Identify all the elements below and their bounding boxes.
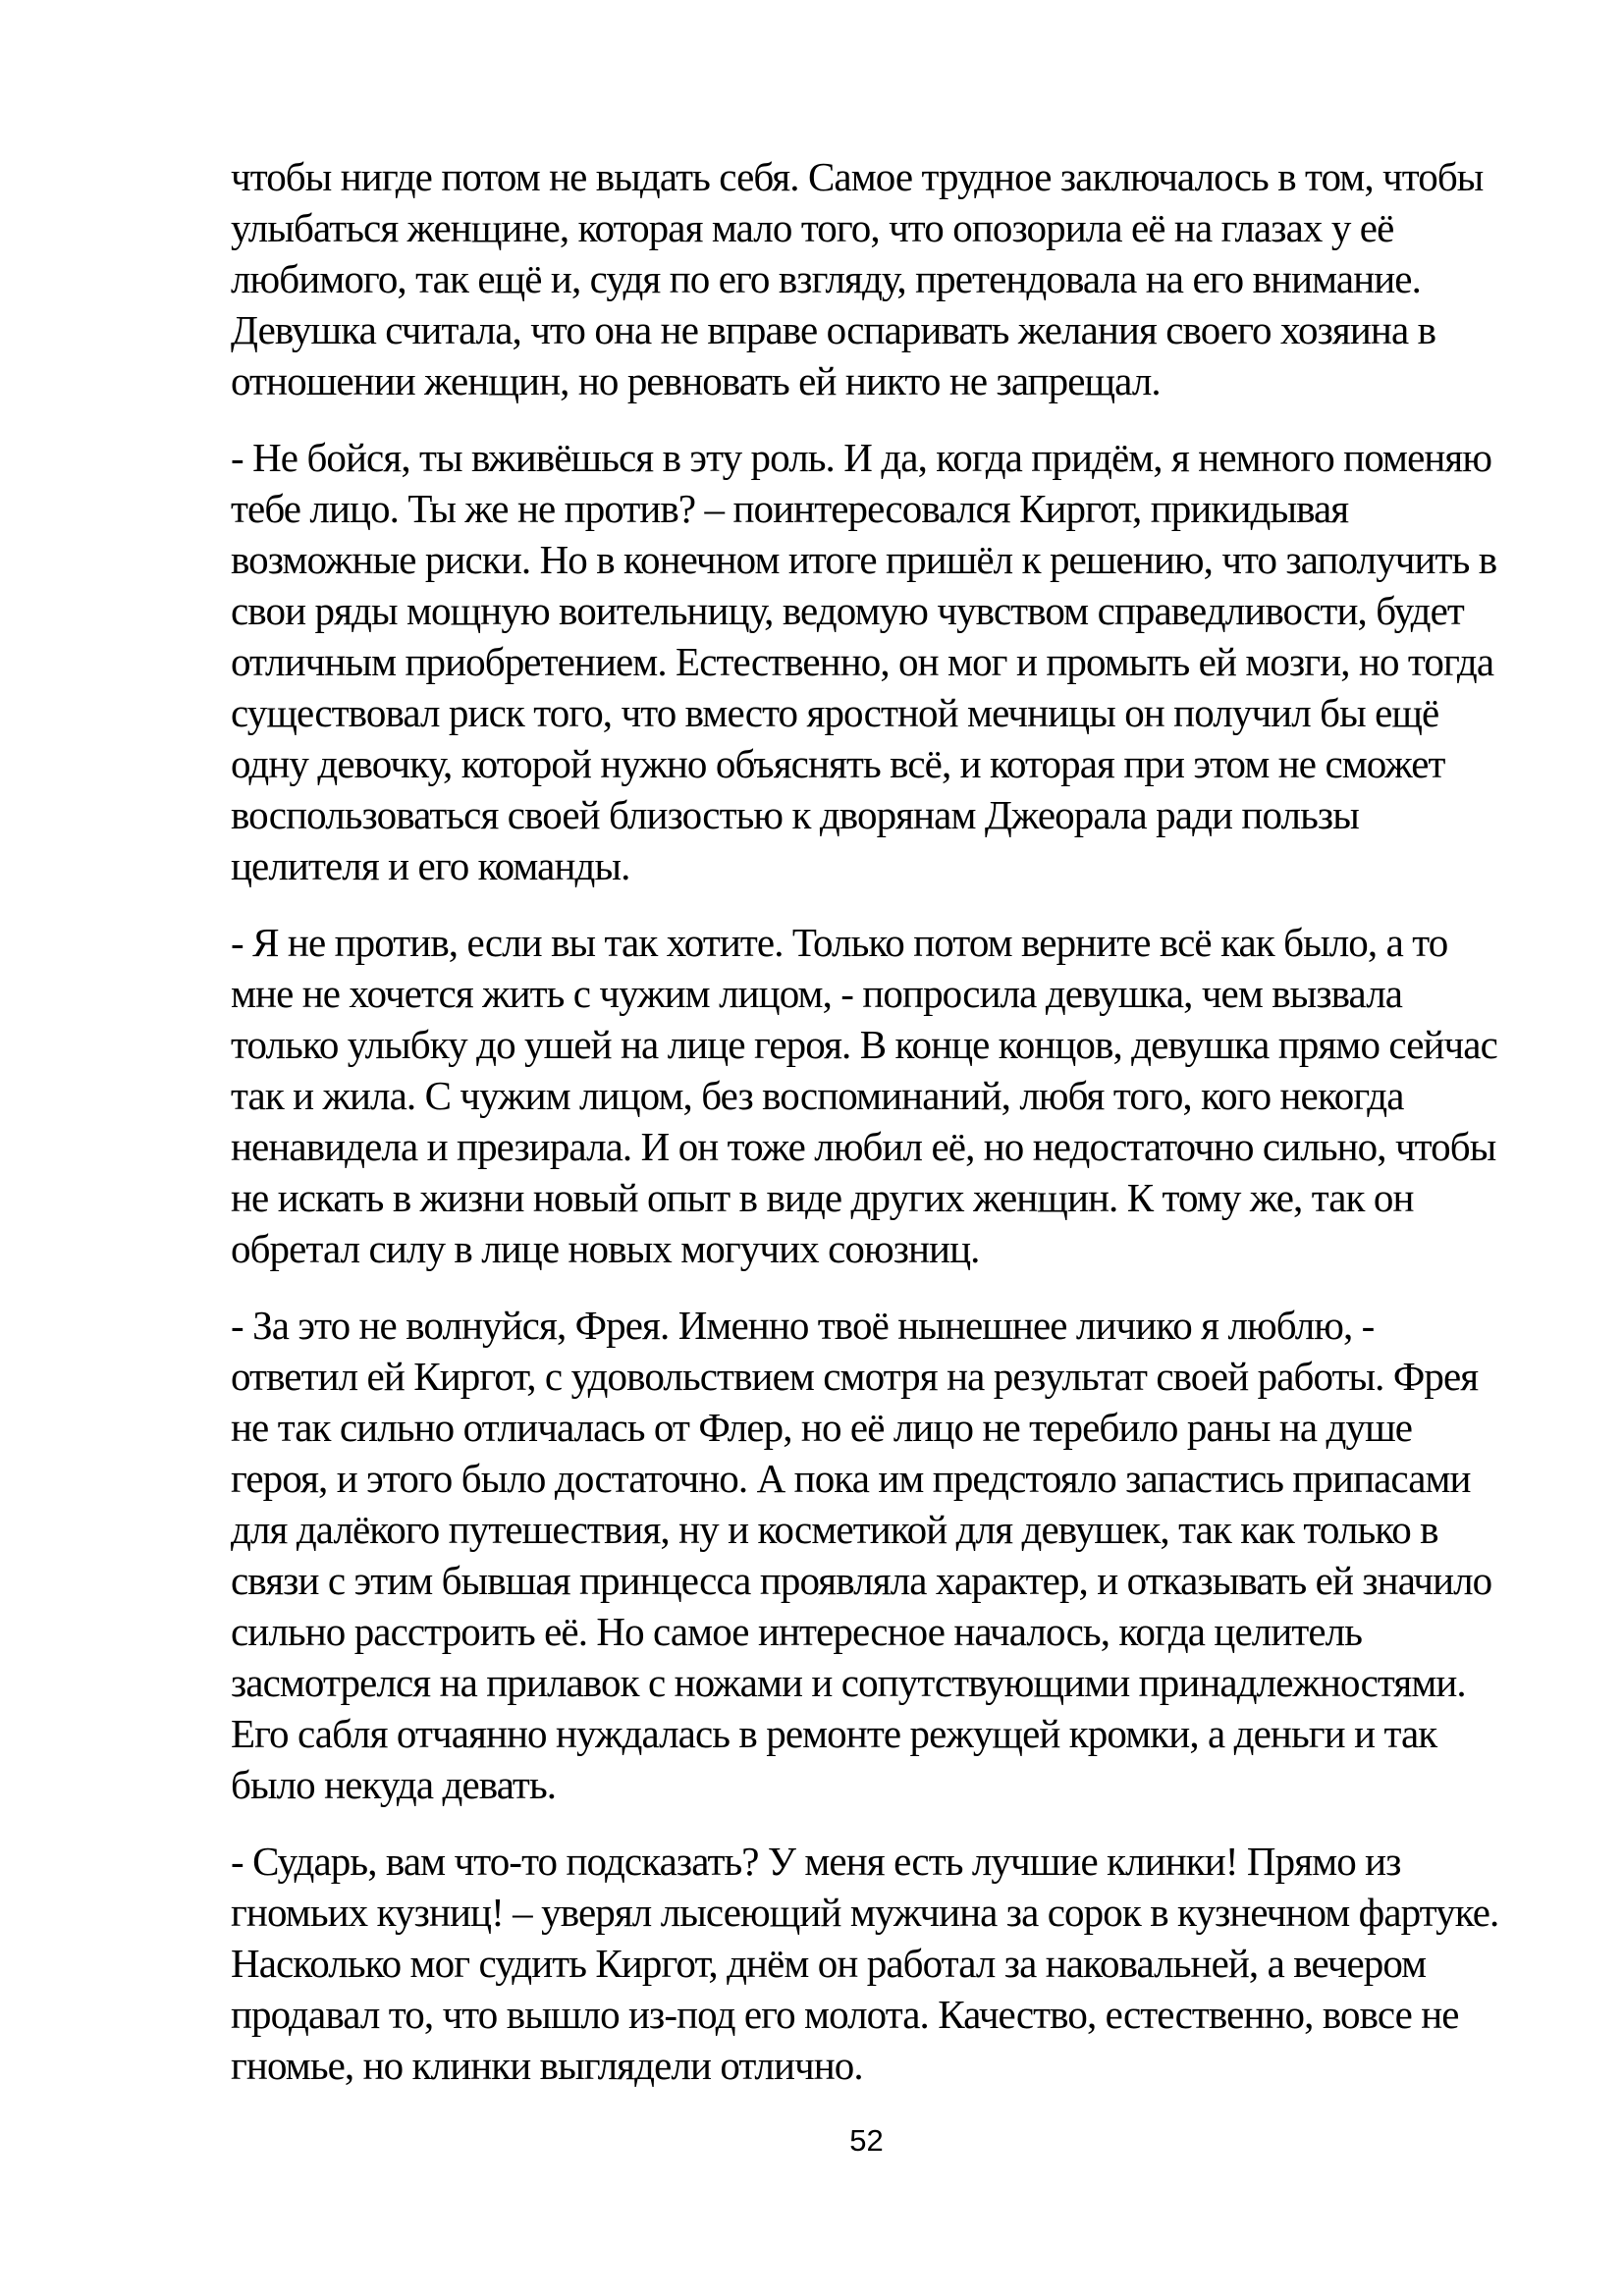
- text-line: одну девочку, которой нужно объяснять всё, и которая при этом не сможет: [231, 741, 1445, 786]
- text-line: не так сильно отличалась от Флер, но её лицо не теребило раны на душе: [231, 1405, 1413, 1450]
- text-line: возможные риски. Но в конечном итоге пришёл к решению, что заполучить в: [231, 537, 1497, 582]
- text-line: только улыбку до ушей на лице героя. В конце концов, девушка прямо сейчас: [231, 1022, 1497, 1067]
- paragraph: [231, 432, 1502, 891]
- text-line: для далёкого путешествия, ну и косметикой для девушек, так как только в: [231, 1507, 1438, 1552]
- text-line: - Я не против, если вы так хотите. Только потом верните всё как было, а то: [231, 920, 1448, 965]
- text-line: ответил ей Киргот, с удовольствием смотря на результат своей работы. Фрея: [231, 1354, 1479, 1399]
- text-line: засмотрелся на прилавок с ножами и сопутствующими принадлежностями.: [231, 1660, 1466, 1705]
- text-line: отношении женщин, но ревновать ей никто не запрещал.: [231, 358, 1161, 403]
- text-line: мне не хочется жить с чужим лицом, - попросила девушка, чем вызвала: [231, 971, 1403, 1016]
- text-line: тебе лицо. Ты же не против? – поинтересовался Киргот, прикидывая: [231, 486, 1349, 531]
- paragraph: [231, 1836, 1502, 2091]
- text-line: сильно расстроить её. Но самое интересное началось, когда целитель: [231, 1609, 1363, 1654]
- page-number: 52: [849, 2123, 884, 2158]
- text-line: ненавидела и презирала. И он тоже любил её, но недостаточно сильно, чтобы: [231, 1124, 1496, 1169]
- text-line: целителя и его команды.: [231, 843, 630, 888]
- text-line: продавал то, что вышло из-под его молота. Качество, естественно, вовсе не: [231, 1992, 1459, 2037]
- text-line: Насколько мог судить Киргот, днём он работал за наковальней, а вечером: [231, 1941, 1427, 1986]
- text-line: было некуда девать.: [231, 1762, 557, 1807]
- text-line: обретал силу в лице новых могучих союзниц.: [231, 1226, 980, 1271]
- text-line: не искать в жизни новый опыт в виде других женщин. К тому же, так он: [231, 1175, 1414, 1220]
- paragraph: [231, 917, 1502, 1274]
- text-line: отличным приобретением. Естественно, он мог и промыть ей мозги, но тогда: [231, 639, 1494, 684]
- text-line: - Не бойся, ты вживёшься в эту роль. И да, когда придём, я немного поменяю: [231, 435, 1492, 480]
- text-line: - За это не волнуйся, Фрея. Именно твоё нынешнее личико я люблю, -: [231, 1303, 1375, 1348]
- text-line: связи с этим бывшая принцесса проявляла характер, и отказывать ей значило: [231, 1558, 1492, 1603]
- text-line: воспользоваться своей близостью к дворянам Джеорала ради пользы: [231, 792, 1359, 837]
- text-line: героя, и этого было достаточно. А пока им предстояло запастись припасами: [231, 1456, 1471, 1501]
- text-line: Девушка считала, что она не вправе оспаривать желания своего хозяина в: [231, 307, 1436, 352]
- text-line: чтобы нигде потом не выдать себя. Самое трудное заключалось в том, чтобы: [231, 154, 1484, 199]
- paragraph: [231, 151, 1502, 406]
- text-line: свои ряды мощную воительницу, ведомую чувством справедливости, будет: [231, 588, 1464, 633]
- text-line: гномьих кузниц! – уверял лысеющий мужчина за сорок в кузнечном фартуке.: [231, 1890, 1499, 1935]
- text-line: улыбаться женщине, которая мало того, что опозорила её на глазах у её: [231, 205, 1394, 250]
- text-line: так и жила. С чужим лицом, без воспоминаний, любя того, кого некогда: [231, 1073, 1404, 1118]
- text-line: любимого, так ещё и, судя по его взгляду, претендовала на его внимание.: [231, 256, 1421, 301]
- text-body: [231, 151, 1502, 2116]
- text-line: - Сударь, вам что-то подсказать? У меня есть лучшие клинки! Прямо из: [231, 1839, 1401, 1884]
- text-line: Его сабля отчаянно нуждалась в ремонте режущей кромки, а деньги и так: [231, 1711, 1437, 1756]
- paragraph: [231, 1300, 1502, 1810]
- text-line: гномье, но клинки выглядели отлично.: [231, 2043, 863, 2088]
- text-line: существовал риск того, что вместо яростной мечницы он получил бы ещё: [231, 690, 1439, 735]
